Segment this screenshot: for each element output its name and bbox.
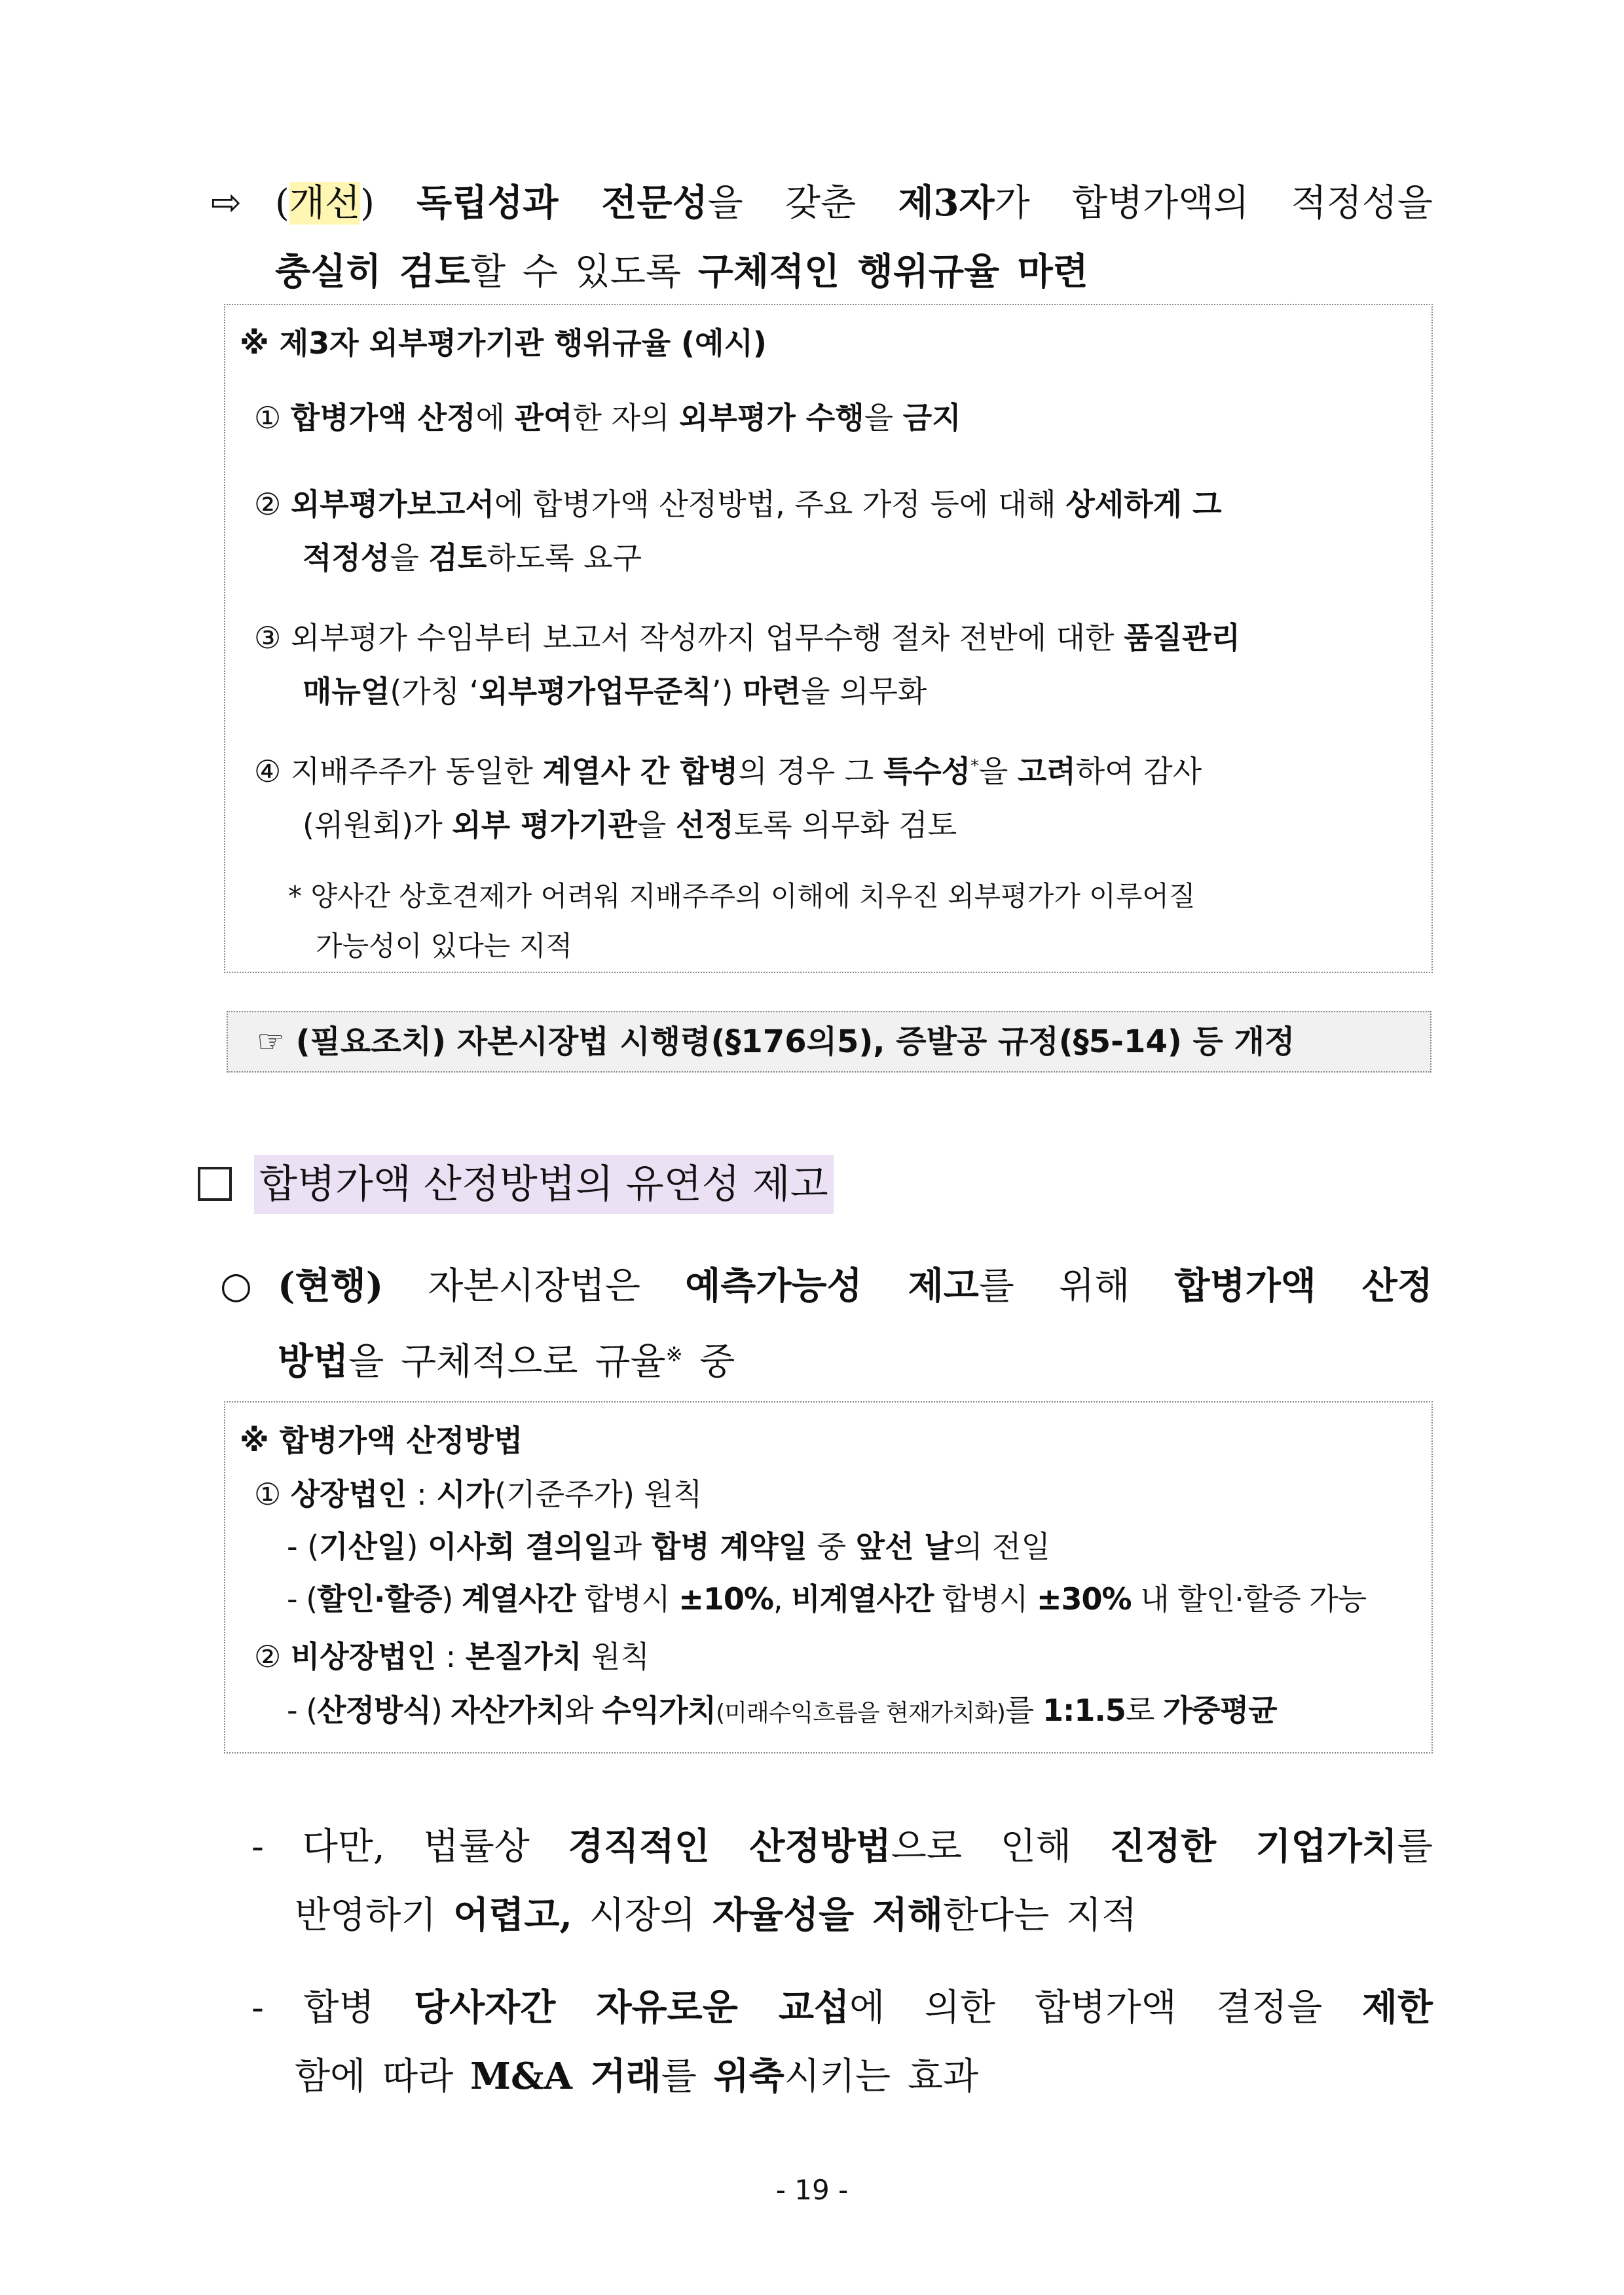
box2-item-2: ② 비상장법인 : 본질가치 원칙	[254, 1639, 650, 1674]
page-number: - 19 -	[775, 2174, 849, 2206]
improvement-label: 개선	[289, 182, 361, 225]
criticism-bullet-1-line-2: 반영하기 어렵고, 시장의 자율성을 저해한다는 지적	[295, 1894, 1137, 1937]
box1-item-3-line-2: 매뉴얼(가칭 ‘외부평가업무준칙’) 마련을 의무화	[303, 674, 927, 709]
criticism-bullet-2-line-2: 함에 따라 M&A 거래를 위축시키는 효과	[295, 2055, 979, 2098]
criticism-bullet-2-line-1: - 합병 당사자간 자유로운 교섭에 의한 합병가액 결정을 제한	[251, 1986, 1433, 2029]
box2-item-2-method: - (산정방식) 자산가치와 수익가치(미래수익흐름을 현재가치화)를 1:1.5로 가중평균	[287, 1693, 1277, 1728]
criticism-bullet-1	[251, 1812, 1433, 1950]
box1-item-2-line-1: ② 외부평가보고서에 합병가액 산정방법, 주요 가정 등에 대해 상세하게 그	[254, 487, 1222, 522]
merger-valuation-box	[224, 1401, 1433, 1753]
arrow-icon: ⇨	[211, 181, 242, 224]
box1-item-2-line-2: 적정성을 검토하도록 요구	[303, 540, 642, 576]
current-line-1: (현행) 자본시장법은 예측가능성 제고를 위해 합병가액 산정	[278, 1264, 1433, 1308]
current-line-2: 방법을 구체적으로 규율※ 중	[278, 1340, 735, 1384]
box1-item-1: ① 합병가액 산정에 관여한 자의 외부평가 수행을 금지	[254, 400, 961, 435]
improvement-line-1: (개선) 독립성과 전문성을 갖춘 제3자가 합병가액의 적정성을	[275, 181, 1433, 225]
criticism-bullet-1-line-1: - 다만, 법률상 경직적인 산정방법으로 인해 진정한 기업가치를	[251, 1825, 1433, 1868]
box2-item-1-base-date: - (기산일) 이사회 결의일과 합병 계약일 중 앞선 날의 전일	[287, 1529, 1050, 1564]
box1-item-4-line-2: (위원회)가 외부 평가기관을 선정토록 의무화 검토	[303, 807, 957, 843]
box1-item-3-line-1: ③ 외부평가 수임부터 보고서 작성까지 업무수행 절차 전반에 대한 품질관리	[254, 620, 1240, 655]
box2-item-1-discount: - (할인·할증) 계열사간 합병시 ±10%, 비계열사간 합병시 ±30% 내 할인·할증 가능	[287, 1581, 1367, 1617]
box2-title: ※ 합병가액 산정방법	[240, 1423, 523, 1458]
criticism-bullet-2	[251, 1974, 1433, 2111]
current-paragraph	[278, 1252, 1433, 1397]
box1-title: ※ 제3자 외부평가기관 행위규율 (예시)	[240, 325, 767, 361]
box1-item-4-line-1: ④ 지배주주가 동일한 계열사 간 합병의 경우 그 특수성*을 고려하여 감사	[254, 754, 1202, 789]
section-title: 합병가액 산정방법의 유연성 제고	[254, 1155, 834, 1214]
circle-bullet-icon: ○	[220, 1264, 252, 1307]
section-checkbox-icon	[198, 1167, 232, 1201]
third-party-rules-box	[224, 304, 1433, 973]
box1-footnote-line-2: 가능성이 있다는 지적	[316, 930, 572, 962]
box2-item-1: ① 상장법인 : 시가(기준주가) 원칙	[254, 1477, 703, 1512]
improvement-line-2: 충실히 검토할 수 있도록 구체적인 행위규율 마련	[275, 250, 1088, 293]
required-action-bar: ☞ (필요조치) 자본시장법 시행령(§176의5), 증발공 규정(§5-14) 등 개정	[227, 1011, 1431, 1073]
box1-footnote-line-1: * 양사간 상호견제가 어려워 지배주주의 이해에 치우진 외부평가가 이루어질	[288, 880, 1196, 912]
improvement-paragraph	[275, 169, 1433, 306]
